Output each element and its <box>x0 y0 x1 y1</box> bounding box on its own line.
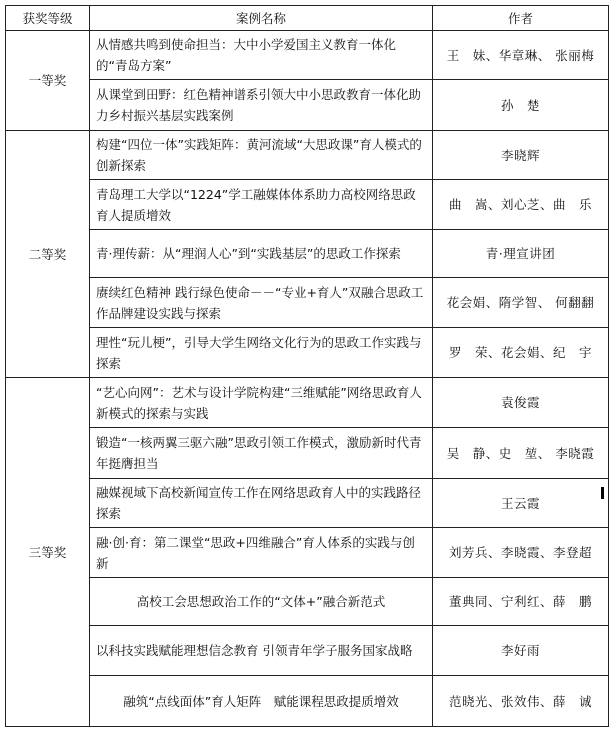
case-author: 董典同、宁利红、薛 鹏 <box>433 578 609 626</box>
table-row <box>6 80 609 131</box>
case-title: 以科技实践赋能理想信念教育 引领青年学子服务国家战略 <box>90 626 433 676</box>
table-row <box>6 479 609 528</box>
case-author: 曲 嵩、刘心芝、曲 乐 <box>433 180 609 230</box>
case-author: 王 妹、华章琳、 张丽梅 <box>433 31 609 80</box>
table-row <box>6 278 609 328</box>
table-row <box>6 230 609 278</box>
header-author: 作者 <box>433 6 609 31</box>
award-level-first: 一等奖 <box>6 31 90 131</box>
table-row <box>6 31 609 80</box>
case-author: 袁俊霞 <box>433 378 609 428</box>
table-row <box>6 578 609 626</box>
award-level-second: 二等奖 <box>6 131 90 378</box>
table-row <box>6 180 609 230</box>
case-author: 罗 荣、花会娟、纪 宇 <box>433 328 609 378</box>
case-author: 青·理宣讲团 <box>433 230 609 278</box>
case-title: 高校工会思想政治工作的“文体+”融合新范式 <box>90 578 433 626</box>
case-title: 融·创·育：第二课堂“思政+四维融合”育人体系的实践与创新 <box>90 528 433 578</box>
case-author: 刘芳兵、李晓霞、李登超 <box>433 528 609 578</box>
case-title: 青岛理工大学以“1224”学工融媒体体系助力高校网络思政育人提质增效 <box>90 180 433 230</box>
table-row <box>6 528 609 578</box>
header-level: 获奖等级 <box>6 6 90 31</box>
case-title: 从情感共鸣到使命担当：大中小学爱国主义教育一体化的“青岛方案” <box>90 31 433 80</box>
awards-table <box>5 5 609 727</box>
case-title: 锻造“一核两翼三驱六融”思政引领工作模式，激励新时代青年挺膺担当 <box>90 428 433 479</box>
case-title: 融筑“点线面体”育人矩阵 赋能课程思政提质增效 <box>90 676 433 727</box>
case-title: 从课堂到田野：红色精神谱系引领大中小思政教育一体化助力乡村振兴基层实践案例 <box>90 80 433 131</box>
table-row <box>6 378 609 428</box>
case-title: 理性“玩儿梗”，引导大学生网络文化行为的思政工作实践与探索 <box>90 328 433 378</box>
case-title: 青·理传薪：从“理润人心”到“实践基层”的思政工作探索 <box>90 230 433 278</box>
table-row <box>6 131 609 180</box>
case-author: 花会娟、隋学智、 何翻翻 <box>433 278 609 328</box>
case-author: 王云霞 <box>433 479 609 528</box>
table-row <box>6 626 609 676</box>
award-level-third: 三等奖 <box>6 378 90 727</box>
case-author: 孙 楚 <box>433 80 609 131</box>
table-row <box>6 428 609 479</box>
case-author: 李晓辉 <box>433 131 609 180</box>
case-author: 吴 静、史 堃、 李晓霞 <box>433 428 609 479</box>
table-row <box>6 676 609 727</box>
case-author: 范晓光、张效伟、薛 诚 <box>433 676 609 727</box>
header-case: 案例名称 <box>90 6 433 31</box>
case-title: 融媒视域下高校新闻宣传工作在网络思政育人中的实践路径探索 <box>90 479 433 528</box>
case-title: “艺心向网”：艺术与设计学院构建“三维赋能”网络思政育人新模式的探索与实践 <box>90 378 433 428</box>
table-row <box>6 328 609 378</box>
case-author: 李好雨 <box>433 626 609 676</box>
case-title: 赓续红色精神 践行绿色使命－－“专业+育人”双融合思政工作品牌建设实践与探索 <box>90 278 433 328</box>
table-header-row <box>6 6 609 31</box>
case-title: 构建“四位一体”实践矩阵：黄河流域“大思政课”育人模式的创新探索 <box>90 131 433 180</box>
edge-mark <box>601 487 604 499</box>
